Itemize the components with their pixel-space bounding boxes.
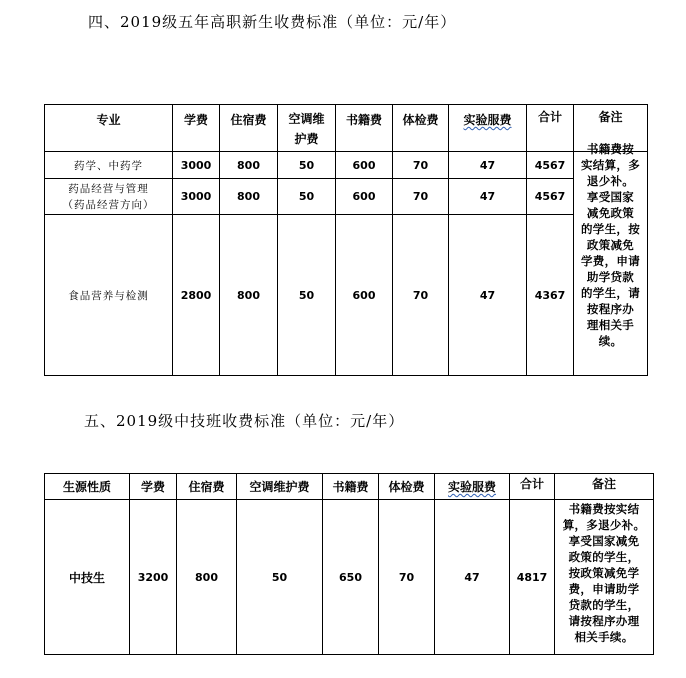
books-cell: 600 (336, 215, 393, 376)
header-ac-line1: 空调维 (288, 112, 325, 126)
header-books: 书籍费 (336, 105, 393, 152)
uniform-cell: 47 (449, 179, 527, 215)
tuition-cell: 2800 (173, 215, 220, 376)
uniform-cell: 47 (449, 152, 527, 179)
higher-vocational-fee-table (44, 104, 648, 376)
table-header-row (45, 105, 648, 152)
books-cell: 600 (336, 179, 393, 215)
header-tuition: 学费 (173, 105, 220, 152)
header-total: 合计 (510, 474, 555, 500)
table-header-row (45, 474, 654, 500)
medical-cell: 70 (379, 500, 435, 655)
ac-cell: 50 (278, 179, 336, 215)
header-ac-line2: 护费 (294, 132, 319, 146)
dorm-cell: 800 (220, 179, 278, 215)
total-cell: 4367 (527, 215, 574, 376)
header-uniform-text: 实验服费 (447, 480, 496, 494)
tuition-cell: 3000 (173, 152, 220, 179)
total-cell: 4567 (527, 179, 574, 215)
section-1-title: 四、2019级五年高职新生收费标准（单位：元/年） (88, 13, 457, 31)
ac-cell: 50 (237, 500, 323, 655)
medical-cell: 70 (393, 152, 449, 179)
ac-cell: 50 (278, 152, 336, 179)
note-cell (555, 500, 654, 655)
header-uniform (435, 474, 510, 500)
header-tuition: 学费 (130, 474, 177, 500)
major-name-line1: 药品经营与管理 (68, 182, 149, 195)
table-row (45, 215, 648, 376)
header-note: 备注 (574, 105, 648, 152)
uniform-cell: 47 (435, 500, 510, 655)
note-text: 书籍费按实结 算，多退少补。 享受国家减免 政策的学生， 按政策减免学 费，申请助学 贷款的学生， 请按程序办理 相关手续。 (562, 502, 646, 644)
medical-cell: 70 (393, 179, 449, 215)
header-dorm: 住宿费 (220, 105, 278, 152)
note-cell (574, 142, 648, 376)
header-medical: 体检费 (379, 474, 435, 500)
header-uniform-text: 实验服费 (463, 113, 512, 127)
total-cell: 4567 (527, 152, 574, 179)
major-name-line2: （药品经营方向） (62, 198, 155, 211)
tuition-cell: 3200 (130, 500, 177, 655)
header-medical: 体检费 (393, 105, 449, 152)
dorm-cell: 800 (220, 215, 278, 376)
table-row (45, 500, 654, 655)
technical-class-fee-table (44, 473, 654, 655)
major-cell (45, 179, 173, 215)
header-ac-maintenance: 空调维护费 (237, 474, 323, 500)
header-note: 备注 (555, 474, 654, 500)
note-text: 书籍费按 实结算，多 退少补。 享受国家 减免政策 的学生，按 政策减免 学费，申请 助学贷款 的学生，请 按程序办 理相关手 续。 (581, 142, 640, 348)
ac-cell: 50 (278, 215, 336, 376)
dorm-cell: 800 (220, 152, 278, 179)
dorm-cell: 800 (177, 500, 237, 655)
major-name: 食品营养与检测 (68, 289, 149, 302)
header-ac-maintenance (278, 105, 336, 152)
major-cell (45, 152, 173, 179)
header-total: 合计 (527, 105, 574, 152)
header-dorm: 住宿费 (177, 474, 237, 500)
medical-cell: 70 (393, 215, 449, 376)
header-source: 生源性质 (45, 474, 130, 500)
section-2-title: 五、2019级中技班收费标准（单位：元/年） (84, 412, 405, 430)
header-major: 专业 (45, 105, 173, 152)
table-row (45, 179, 648, 215)
table-row (45, 152, 648, 179)
major-name: 药学、中药学 (74, 159, 143, 172)
header-books: 书籍费 (323, 474, 379, 500)
uniform-cell: 47 (449, 215, 527, 376)
source-cell: 中技生 (45, 500, 130, 655)
tuition-cell: 3000 (173, 179, 220, 215)
books-cell: 650 (323, 500, 379, 655)
header-uniform (449, 105, 527, 152)
books-cell: 600 (336, 152, 393, 179)
total-cell: 4817 (510, 500, 555, 655)
major-cell (45, 215, 173, 376)
